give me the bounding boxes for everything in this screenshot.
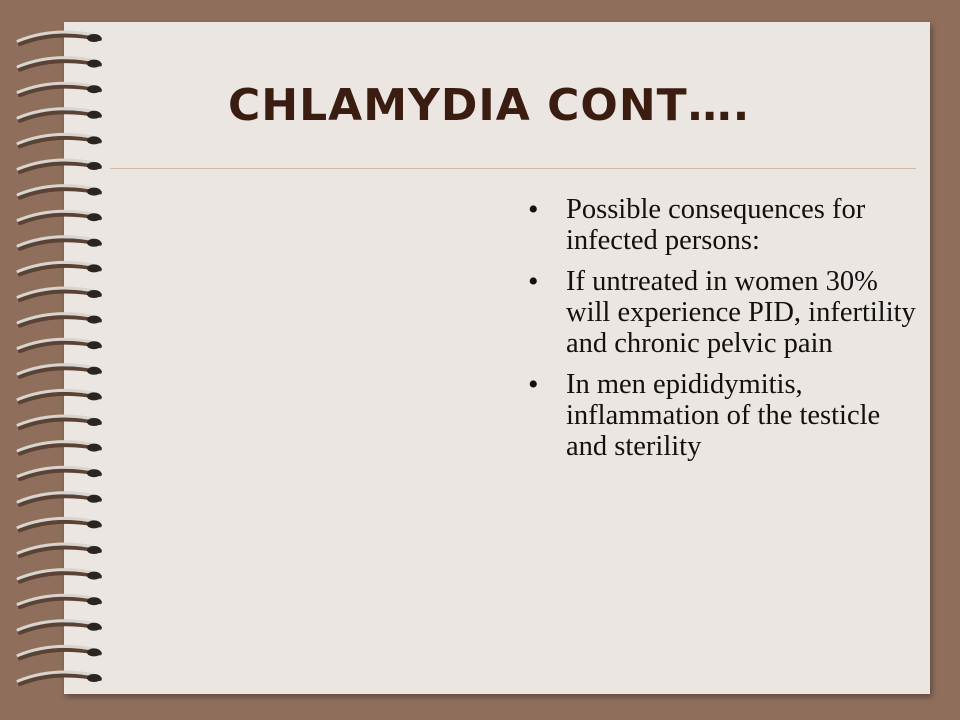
spiral-hole	[87, 162, 101, 170]
spiral-hole	[87, 85, 101, 93]
spiral-hole	[87, 597, 101, 605]
spiral-hole	[87, 239, 101, 247]
spiral-hole	[87, 444, 101, 452]
spiral-hole	[87, 520, 101, 528]
spiral-hole	[87, 60, 101, 68]
spiral-hole	[87, 34, 101, 42]
spiral-hole	[87, 572, 101, 580]
bullet-dot-icon: •	[528, 193, 539, 226]
spiral-hole	[87, 469, 101, 477]
spiral-hole	[87, 546, 101, 554]
spiral-hole	[87, 111, 101, 119]
spiral-hole	[87, 418, 101, 426]
slide-title: CHLAMYDIA CONT….	[228, 80, 751, 131]
bullet-text: If untreated in women 30% will experience PID, infertility and chronic pelvic pain	[566, 266, 916, 359]
spiral-hole	[87, 367, 101, 375]
spiral-hole	[87, 264, 101, 272]
bullet-item	[528, 266, 918, 359]
spiral-hole	[87, 316, 101, 324]
spiral-binding-icon	[0, 0, 120, 720]
spiral-hole	[87, 648, 101, 656]
bullet-text: Possible consequences for infected persons:	[566, 194, 866, 256]
bullet-item	[528, 194, 918, 256]
spiral-hole	[87, 136, 101, 144]
spiral-hole	[87, 495, 101, 503]
bullet-dot-icon: •	[528, 265, 539, 298]
title-divider	[110, 168, 916, 169]
spiral-hole	[87, 392, 101, 400]
spiral-hole	[87, 188, 101, 196]
spiral-hole	[87, 341, 101, 349]
bullet-list	[528, 194, 918, 472]
spiral-hole	[87, 213, 101, 221]
bullet-dot-icon: •	[528, 368, 539, 401]
bullet-text: In men epididymitis, inflammation of the testicle and sterility	[566, 369, 881, 462]
spiral-hole	[87, 623, 101, 631]
spiral-hole	[87, 674, 101, 682]
spiral-hole	[87, 290, 101, 298]
bullet-item	[528, 369, 918, 462]
